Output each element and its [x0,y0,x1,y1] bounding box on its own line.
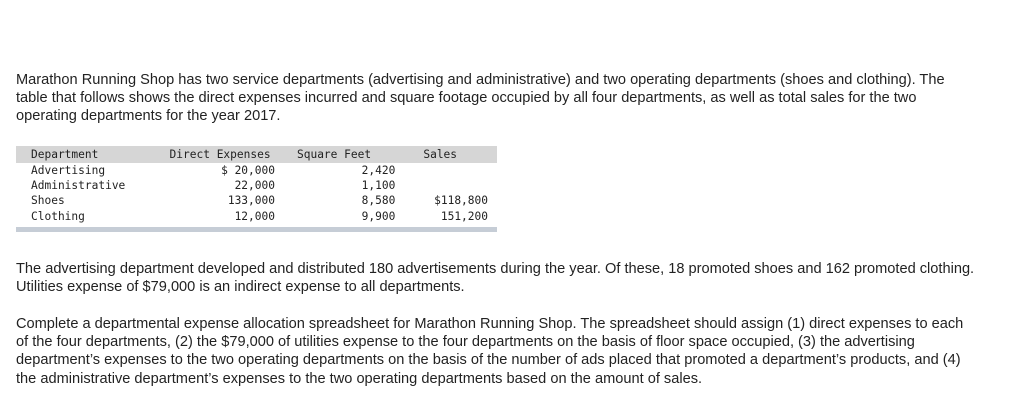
cell-department: Shoes [31,194,65,208]
cell-direct-expenses: 12,000 [234,209,275,223]
expenses-table-container [16,146,497,232]
cell-sales [395,178,497,193]
cell-square-feet: 1,100 [361,179,396,193]
table-bottom-rule [16,227,497,232]
cell-direct-expenses: $ 20,000 [221,164,275,177]
cell-department: Clothing [31,209,85,223]
cell-sales: $118,800 [434,194,488,208]
cell-department: Advertising [31,164,106,177]
cell-square-feet: 9,900 [361,209,396,223]
instructions-paragraph: Complete a departmental expense allocation spreadsheet for Marathon Running Shop. The spreadsheet should assign (1) direct expenses to each of the four departments, (2) the $79,000 of utilities expense to the four departments on the basis of floor space occupied, (3) the advertising department’s expenses to the two operating departments on the basis of the number of ads placed that promoted a department’s products, and (4) the administrative department’s expenses to the two operating departments based on the amount of sales. [16,316,964,387]
cell-direct-expenses: 22,000 [234,179,275,193]
table-row [16,178,497,193]
cell-square-feet: 2,420 [361,164,396,177]
advertising-paragraph: The advertising department developed and distributed 180 advertisements during the year. Of these, 18 promoted shoes and 162 promoted clothing. Utilities expense of $79,000 is an indirect expense to all departments. [16,261,975,296]
cell-square-feet: 8,580 [361,194,396,208]
table-row [16,163,497,178]
header-sales: Sales [423,148,458,161]
cell-sales: 151,200 [440,209,488,223]
cell-department: Administrative [31,179,126,193]
header-department: Department [31,148,99,161]
cell-direct-expenses: 133,000 [227,194,275,208]
header-square-feet: Square Feet [296,148,372,161]
header-direct-expenses: Direct Expenses [169,148,271,161]
expenses-table [16,146,497,224]
table-row [16,209,497,224]
intro-paragraph: Marathon Running Shop has two service departments (advertising and administrative) and two operating departments (shoes and clothing). The table that follows shows the direct expenses incurred and square footage occupied by all four departments, as well as total sales for the two operating departments for the year 2017. [16,72,945,125]
table-header-row [16,146,497,163]
cell-sales [395,163,497,178]
table-row [16,193,497,208]
